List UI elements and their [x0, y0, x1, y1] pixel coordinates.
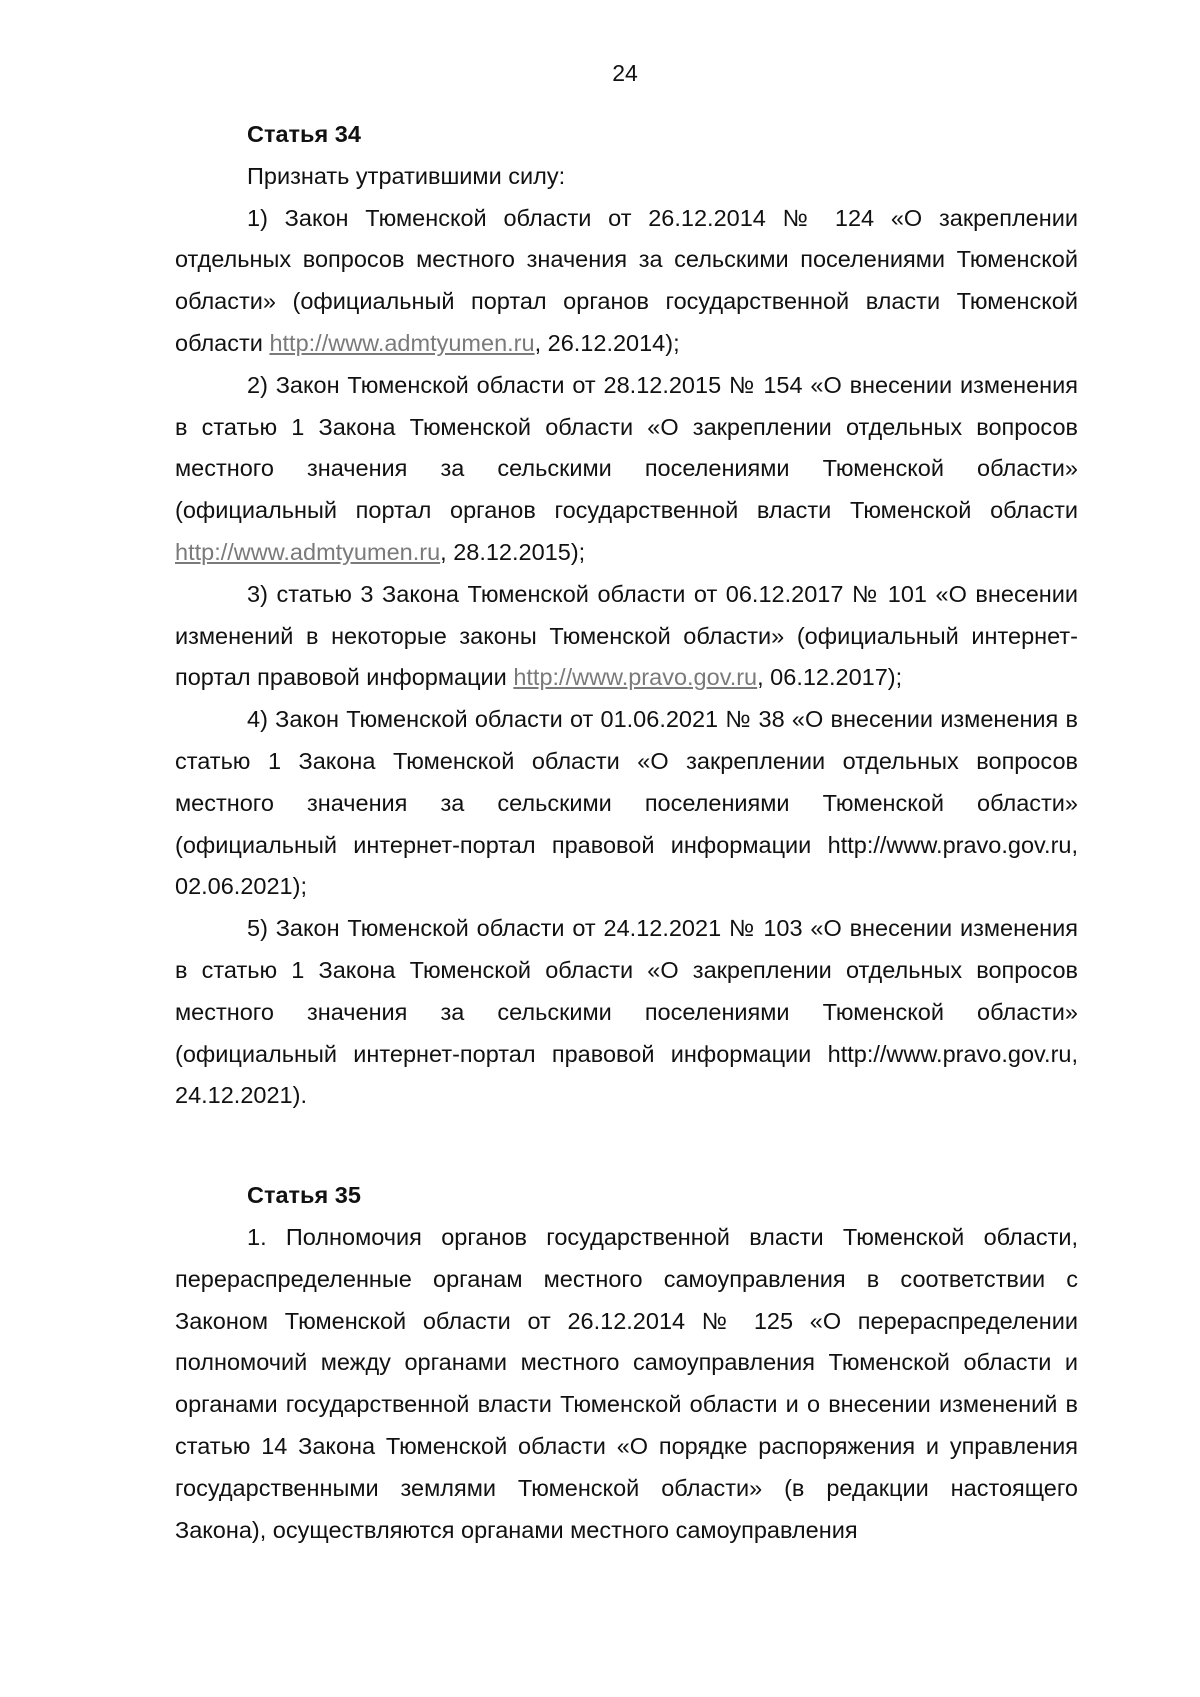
- article-34-intro: Признать утратившими силу:: [247, 162, 566, 189]
- page-number: 24: [612, 60, 638, 86]
- hyperlink[interactable]: http://www.admtyumen.ru: [175, 538, 441, 565]
- item-text-end: , 06.12.2017);: [757, 664, 903, 691]
- hyperlink[interactable]: http://www.admtyumen.ru: [269, 329, 535, 356]
- article-34-item-4: 4) Закон Тюменской области от 01.06.2021 № 38 «О внесении изменения в статью 1 Закона Тюменской области «О закреплении отдельных вопросов местного значения за сельскими поселениями Тюменской области» (официальный интернет-портал правовой информации http://www.pravo.gov.ru, 02.06.2021);: [175, 706, 1078, 900]
- article-34-item-1: [175, 198, 1078, 365]
- section-gap: [175, 1117, 1078, 1175]
- article-34-item-2: [175, 365, 1078, 574]
- item-text: 1) Закон Тюменской области от 26.12.2014 № 124 «О закреплении отдельных вопросов местного значения за сельскими поселениями Тюменской области» (официальный портал органов государственной власти Тюменской области: [175, 204, 1078, 356]
- item-text-end: , 26.12.2014);: [534, 329, 680, 356]
- hyperlink[interactable]: http://www.pravo.gov.ru: [513, 664, 758, 691]
- document-body: [175, 114, 1078, 1551]
- item-text-end: , 28.12.2015);: [440, 538, 586, 565]
- article-34-item-5: 5) Закон Тюменской области от 24.12.2021 № 103 «О внесении изменения в статью 1 Закона Тюменской области «О закреплении отдельных вопросов местного значения за сельскими поселениями Тюменской области» (официальный интернет-портал правовой информации http://www.pravo.gov.ru, 24.12.2021).: [175, 915, 1078, 1109]
- article-35-paragraph-1: 1. Полномочия органов государственной власти Тюменской области, перераспределенные органам местного самоуправления в соответствии с Законом Тюменской области от 26.12.2014 № 125 «О перераспределении полномочий между органами местного самоуправления Тюменской области и органами государственной власти Тюменской области и о внесении изменений в статью 14 Закона Тюменской области «О порядке распоряжения и управления государственными землями Тюменской области» (в редакции настоящего Закона), осуществляются органами местного самоуправления: [175, 1223, 1078, 1543]
- article-34-item-3: [175, 574, 1078, 699]
- article-34-title: Статья 34: [247, 121, 361, 147]
- item-text: 2) Закон Тюменской области от 28.12.2015 № 154 «О внесении изменения в статью 1 Закона Тюменской области «О закреплении отдельных вопросов местного значения за сельскими поселениями Тюменской области» (официальный портал органов государственной власти Тюменской области: [175, 371, 1078, 524]
- item-text: 3) статью 3 Закона Тюменской области от 06.12.2017 № 101 «О внесении изменений в некоторые законы Тюменской области» (официальный интернет-портал правовой информации: [175, 580, 1078, 691]
- article-35-title: Статья 35: [247, 1182, 361, 1209]
